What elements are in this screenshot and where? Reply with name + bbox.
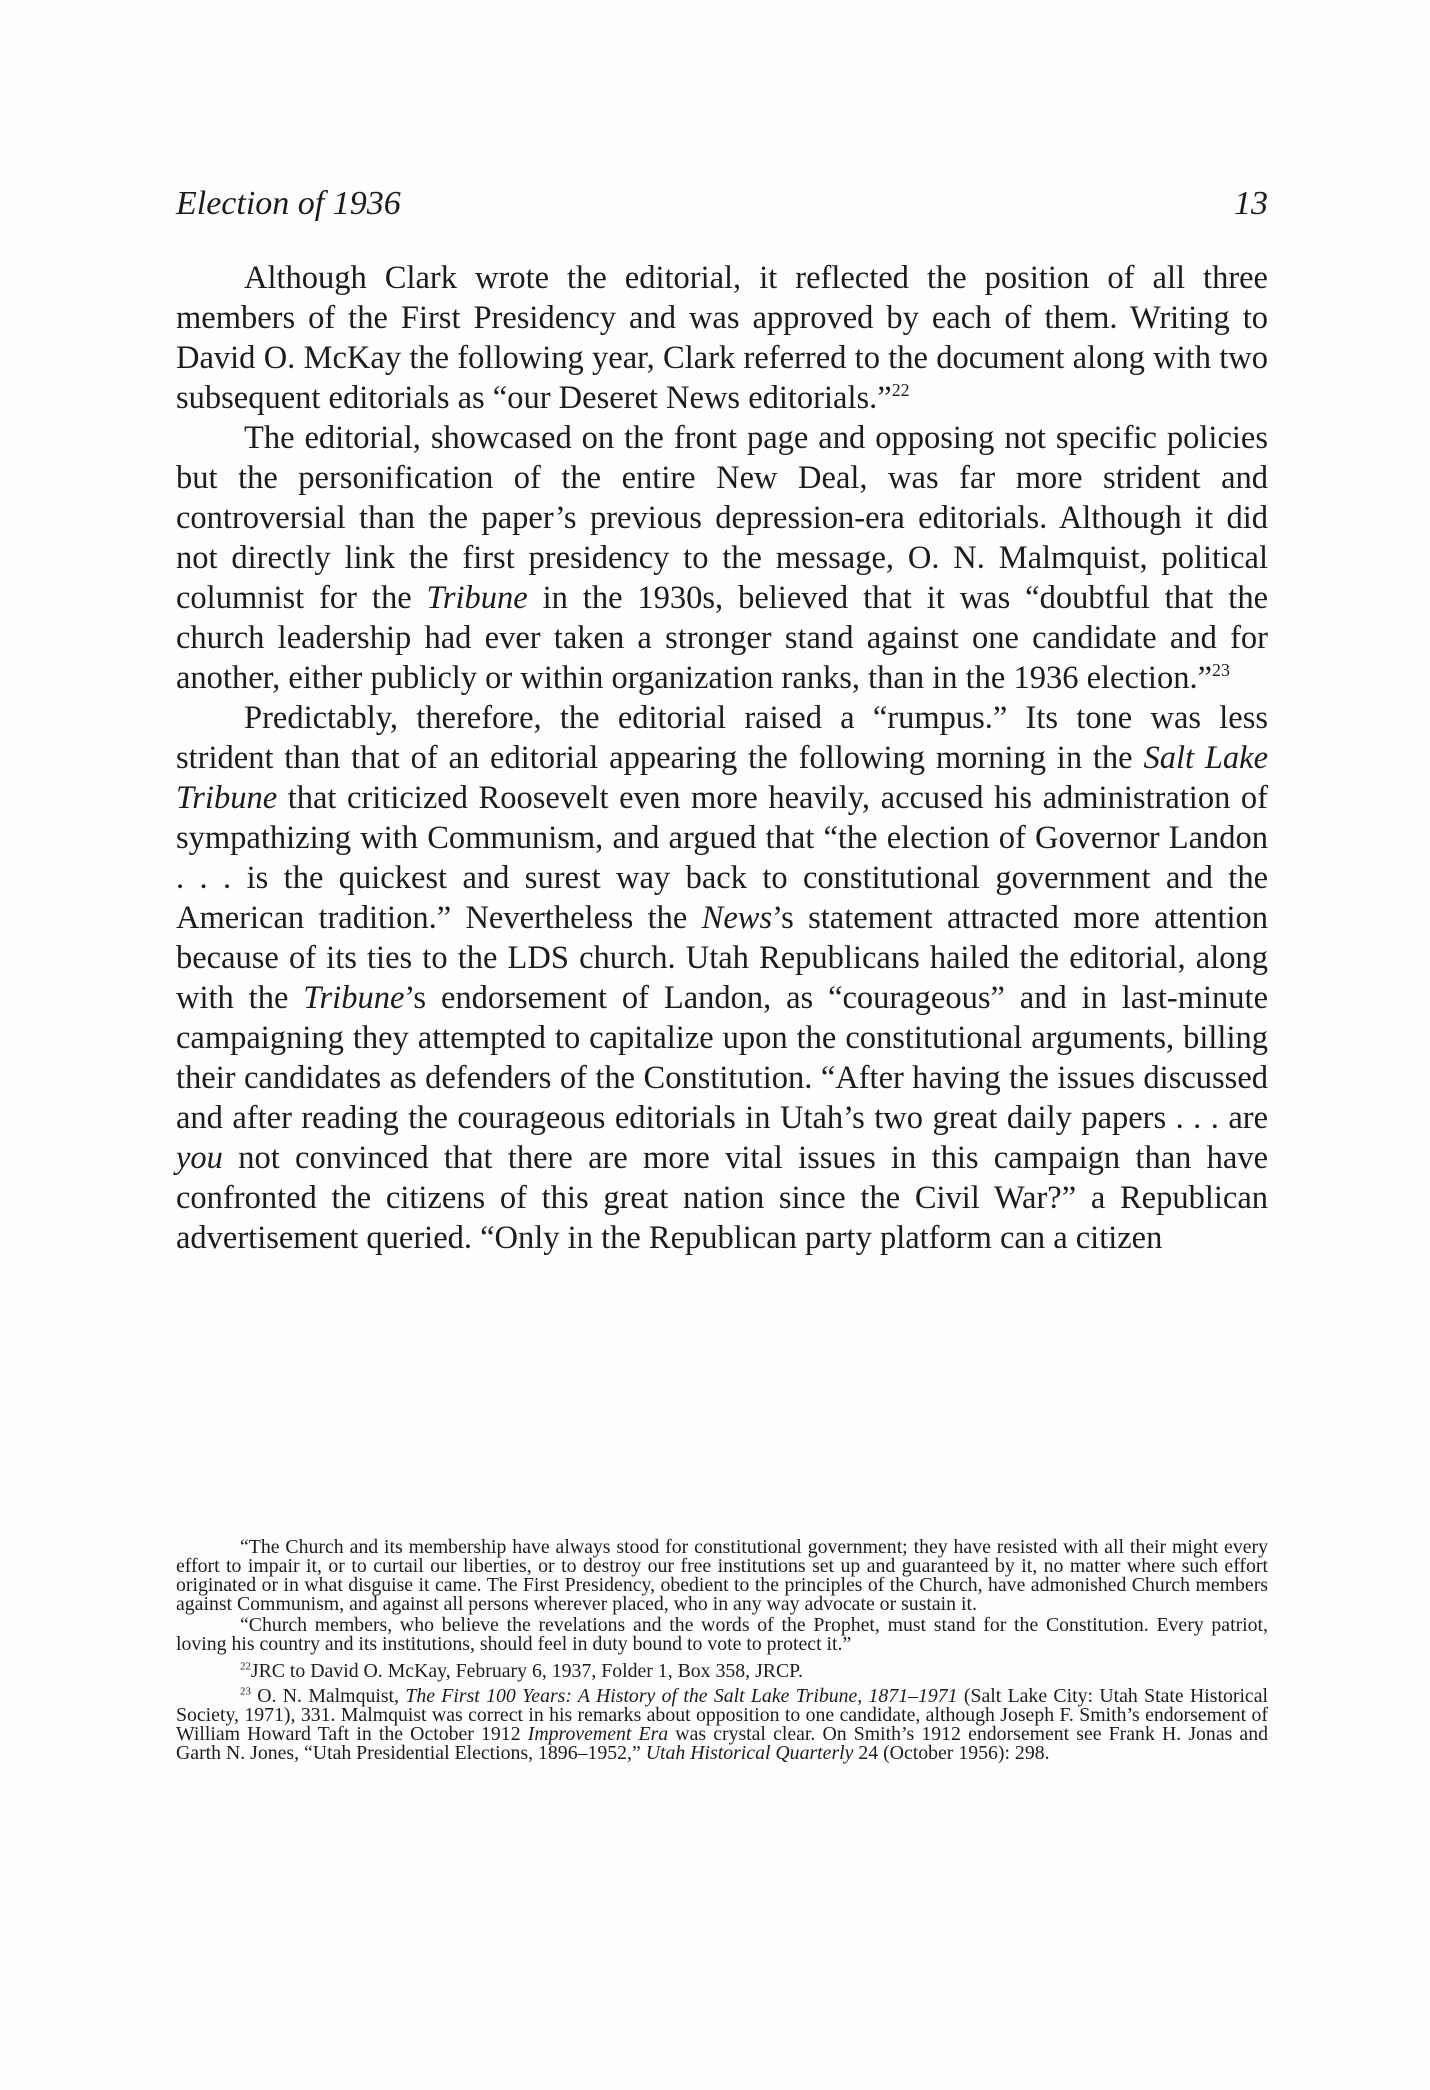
journal-title-italic: Utah Historical Quarterly — [645, 1742, 854, 1764]
book-title-italic: The First 100 Years: A History of the Salt Lake Tribune, 1871–1971 — [405, 1685, 958, 1707]
footnote-23-text-c: was crystal clear. On Smith’s 1912 endorsement see Frank H. Jonas and Garth N. Jones, “Utah Presidential Elections, 1896–1952,” — [176, 1723, 1268, 1764]
salt-lake-tribune-italic: Salt Lake Tribune — [176, 740, 1268, 816]
footnote-23-text-a: O. N. Malmquist, — [250, 1685, 406, 1707]
improvement-era-italic: Improvement Era — [527, 1723, 669, 1745]
footnote-23-number: 23 — [240, 1685, 251, 1698]
paragraph-3-text-a: Predictably, therefore, the editorial raised a “rumpus.” Its tone was less strident than that of an editorial appearing the following morning in the — [176, 700, 1268, 776]
paragraph-3 — [176, 698, 1268, 1258]
footnote-22 — [176, 1662, 1268, 1681]
running-head — [176, 182, 1268, 226]
footnote-ref-23: 23 — [1212, 660, 1230, 681]
paragraph-2 — [176, 418, 1268, 698]
news-italic: News — [701, 900, 773, 936]
paragraph-3-text-d: ’s endorsement of Landon, as “courageous” and in last-minute campaigning they attempted to capitalize upon the constitutional arguments, billing their candidates as defenders of the Constitution. “After having the issues discussed and after reading the courageous editorials in Utah’s two great daily papers . . . are — [176, 980, 1268, 1136]
footnote-quote-2: “Church members, who believe the revelations and the words of the Prophet, must stand for the Constitution. Every patriot, loving his country and its institutions, should feel in duty bound to vote to protect it.” — [176, 1614, 1268, 1655]
page-number: 13 — [1234, 185, 1268, 222]
paragraph-1-text: Although Clark wrote the editorial, it reflected the position of all three members of the First Presidency and was approved by each of them. Writing to David O. McKay the following year, Clark referred to the document along with two subsequent editorials as “our Deseret News editorials.” — [176, 260, 1268, 416]
footnote-23-text-d: 24 (October 1956): 298. — [853, 1742, 1050, 1764]
tribune-italic: Tribune — [426, 580, 528, 616]
paragraph-3-text-c: ’s statement attracted more attention because of its ties to the LDS church. Utah Republicans hailed the editorial, along with the — [176, 900, 1268, 1016]
footnote-23 — [176, 1687, 1268, 1763]
paragraph-2-text-b: in the 1930s, believed that it was “doubtful that the church leadership had ever taken a stronger stand against one candidate and for another, either publicly or within organization ranks, than in the 1936 election.” — [176, 580, 1268, 696]
paragraph-1 — [176, 258, 1268, 418]
tribune-italic-2: Tribune — [303, 980, 405, 1016]
body-text — [176, 258, 1268, 1258]
paragraph-2-text-a: The editorial, showcased on the front page and opposing not specific policies but the personification of the entire New Deal, was far more strident and controversial than the paper’s previous depression-era editorials. Although it did not directly link the first presidency to the message, O. N. Malmquist, political columnist for the — [176, 420, 1268, 616]
running-head-title: Election of 1936 — [176, 185, 401, 222]
footnote-23-text-b: (Salt Lake City: Utah State Historical Society, 1971), 331. Malmquist was correct in his remarks about opposition to one candidate, although Joseph F. Smith’s endorsement of William Howard Taft in the October 1912 — [176, 1685, 1268, 1745]
paragraph-3-text-e: not convinced that there are more vital issues in this campaign than have confronted the citizens of this great nation since the Civil War?” a Republican advertisement queried. “Only in the Republican party platform can a citizen — [176, 1140, 1268, 1256]
footnote-ref-22: 22 — [891, 380, 910, 401]
you-italic: you — [176, 1140, 223, 1176]
paragraph-3-text-b: that criticized Roosevelt even more heavily, accused his administration of sympathizing with Communism, and argued that “the election of Governor Landon . . . is the quickest and surest way back to constitutional government and the American tradition.” Nevertheless the — [176, 780, 1268, 936]
footnotes — [176, 1538, 1268, 1769]
footnote-22-text: JRC to David O. McKay, February 6, 1937, Folder 1, Box 358, JRCP. — [250, 1660, 803, 1682]
footnote-22-number: 22 — [240, 1660, 251, 1673]
footnote-quote-1: “The Church and its membership have always stood for constitutional government; they have resisted with all their might every effort to impair it, or to curtail our liberties, or to destroy our free institutions set up and guaranteed by it, no matter where such effort originated or in what disguise it came. The First Presidency, obedient to the principles of the Church, have admonished Church members against Communism, and against all persons wherever placed, who in any way advocate or sustain it. — [176, 1536, 1268, 1615]
